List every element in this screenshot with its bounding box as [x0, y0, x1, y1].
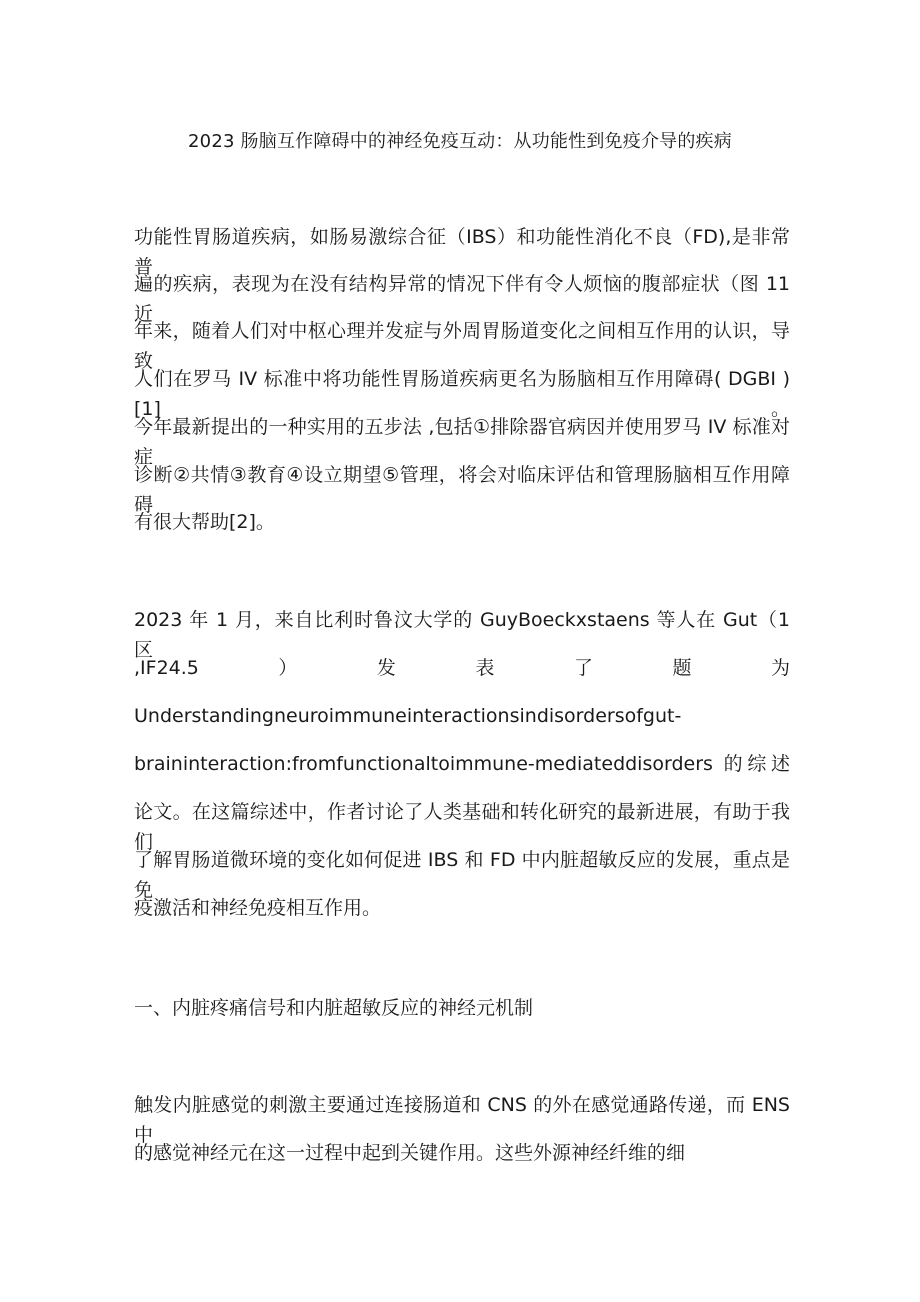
paragraph-2-line-1: 2023 年 1 月，来自比利时鲁汶大学的 GuyBoeckxstaens 等人在 Gut（1 区: [134, 609, 790, 661]
paragraph-1-line-1: 功能性胃肠道疾病，如肠易激综合征（IBS）和功能性消化不良（FD),是非常普: [134, 226, 790, 278]
spread-word: 了: [573, 657, 593, 679]
paragraph-1-line-7: 有很大帮助[2]。: [134, 511, 275, 533]
paragraph-1-line-6: 诊断②共情③教育④设立期望⑤管理，将会对临床评估和管理肠脑相互作用障碍: [134, 464, 790, 516]
paragraph-1-line-3: 年来，随着人们对中枢心理并发症与外周胃肠道变化之间相互作用的认识，导致: [134, 320, 790, 372]
spread-word: 为: [770, 657, 790, 679]
spread-word: 题: [672, 657, 692, 679]
spread-word: ,IF24.5: [134, 657, 199, 679]
paragraph-2-line-5: 论文。在这篇综述中，作者讨论了人类基础和转化研究的最新进展，有助于我们: [134, 801, 790, 853]
paragraph-1-line-5: 今年最新提出的一种实用的五步法 ,包括①排除器官病因并使用罗马 IV 标准对症: [134, 416, 790, 468]
paragraph-2-line-4: braininteraction:fromfunctionaltoimmune-mediateddisorders 的综述: [134, 753, 790, 775]
document-title: 2023 肠脑互作障碍中的神经免疫互动：从功能性到免疫介导的疾病: [188, 131, 732, 152]
paragraph-2-line-7: 疫激活和神经免疫相互作用。: [134, 897, 382, 919]
paragraph-3-line-1: 触发内脏感觉的刺激主要通过连接肠道和 CNS 的外在感觉通路传递，而 ENS 中: [134, 1094, 790, 1146]
spread-word: 表: [475, 657, 495, 679]
paragraph-3-line-2: 的感觉神经元在这一过程中起到关键作用。这些外源神经纤维的细: [134, 1142, 686, 1164]
paragraph-1-line-4: 人们在罗马 IV 标准中将功能性胃肠道疾病更名为肠脑相互作用障碍( DGBI )[1]。: [134, 368, 790, 420]
section-heading: 一、内脏疼痛信号和内脏超敏反应的神经元机制: [134, 997, 534, 1019]
paragraph-2-line-2: [134, 653, 790, 683]
paragraph-2-line-3: Understandingneuroimmuneinteractionsindisordersofgut-: [134, 705, 682, 727]
paragraph-2-line-6: 了解胃肠道微环境的变化如何促进 IBS 和 FD 中内脏超敏反应的发展，重点是免: [134, 849, 790, 901]
paragraph-1-line-2: 遍的疾病，表现为在没有结构异常的情况下伴有令人烦恼的腹部症状（图 11 近: [134, 273, 790, 325]
spread-word: ）: [278, 657, 298, 679]
spread-word: 发: [376, 657, 396, 679]
